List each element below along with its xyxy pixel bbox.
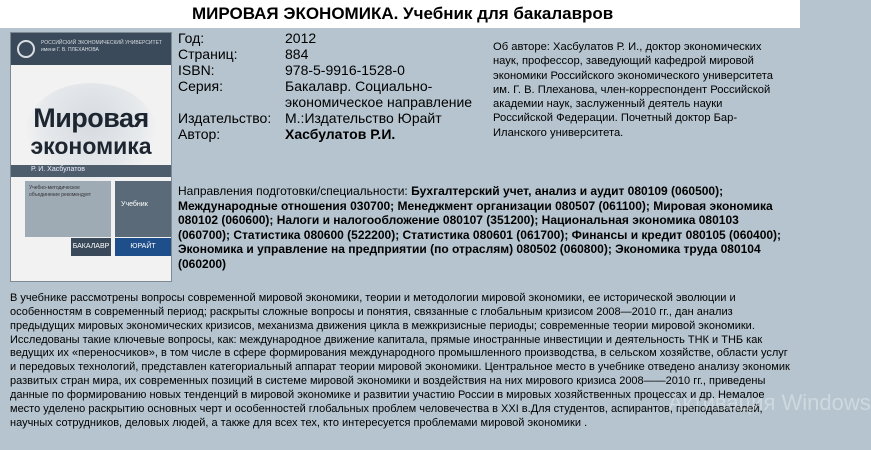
cover-author: Р. И. Хасбулатов xyxy=(31,166,85,173)
study-directions-label: Направления подготовки/специальности: xyxy=(178,184,412,198)
meta-label: Автор: xyxy=(178,126,221,142)
meta-label: Год: xyxy=(178,30,205,46)
book-meta xyxy=(178,30,483,142)
cover-publisher-text: РОССИЙСКИЙ ЭКОНОМИЧЕСКИЙ УНИВЕРСИТЕТ имени Г. В. ПЛЕХАНОВА xyxy=(41,40,162,53)
book-description: В учебнике рассмотрены вопросы современной мировой экономики, теории и методологии мировой экономики, ее исторической эволюции и особенностям в современный период; раскрыты сложные вопросы и понятия, связанные с глобальным кризисом 2008—2010 гг., дан анализ предыдущих мировых экономических кризисов, механизма движения цикла в межкризисные периоды; современные теории мировой экономики. Исследованы такие ключевые вопросы, как: международное движение капитала, прямые иностранные инвестиции и деятельность ТНК и ТНБ как ведущих их «переносчиков», в том числе в сфере формирования международного промышленного производства, в сельском хозяйстве, области услуг и передовых технологий, представлен категориальный аппарат теории мировой экономики. Центральное место в учебнике отведено анализу экономик развитых стран мира, их современных позиций в системе мировой экономики и воздействия на них мирового кризиса 2008——2010 гг., приведены данные по формированию новых тенденций в мировой экономике и развитии участию России в мировых хозяйственных процессах и др. Немалое место уделено раскрытию основных черт и особенностей глобальных проблем человечества в XXI в.Для студентов, аспирантов, преподавателей, научных сотрудников, деловых людей, а также для всех тех, кто интересуется проблемами мировой экономики . xyxy=(10,292,790,429)
title-bar xyxy=(0,0,800,28)
study-directions-text: Бухгалтерский учет, анализ и аудит 080109 (060500); Международные отношения 030700; Менеджмент организации 080507 (061100); Мировая экономика 080102 (060600); Налоги и налогообложение 080107 (351200); Национальная экономика 080103 (060700); Статистика 080600 (522200); Статистика 080601 (061700); Финансы и кредит 080105 (060400); Экономика и управление на предприятии (по отраслям) 080502 (060800); Экономика труда 080104 (060200) xyxy=(178,184,782,271)
meta-row-pages xyxy=(178,46,483,62)
meta-label: Серия: xyxy=(178,78,223,94)
university-emblem-icon xyxy=(17,40,35,58)
meta-value: Бакалавр. Социально-экономическое направление xyxy=(285,78,473,110)
cover-label-block xyxy=(115,181,171,237)
cover-note-block xyxy=(25,181,111,237)
cover-note: Учебно-методическое объединение рекомендует xyxy=(29,185,92,198)
cover-label: Учебник xyxy=(121,201,148,208)
meta-value: 978-5-9916-1528-0 xyxy=(285,62,405,78)
study-directions xyxy=(178,184,790,272)
book-cover-image xyxy=(10,32,172,282)
meta-label: Страниц: xyxy=(178,46,238,62)
meta-row-publisher xyxy=(178,110,483,126)
meta-value: 884 xyxy=(285,46,309,62)
windows-activation-watermark: Активация Windows xyxy=(668,390,871,415)
cover-title-line1: Мировая xyxy=(33,103,149,133)
yurait-logo: ЮРАЙТ xyxy=(115,238,171,256)
cover-top-band xyxy=(11,33,171,65)
meta-row-isbn xyxy=(178,62,483,78)
meta-value: М.:Издательство Юрайт xyxy=(285,110,442,126)
meta-row-author xyxy=(178,126,483,142)
meta-label: Издательство: xyxy=(178,110,272,126)
meta-value: 2012 xyxy=(285,30,317,46)
page-title: МИРОВАЯ ЭКОНОМИКА. Учебник для бакалавров xyxy=(192,4,614,23)
meta-value-author[interactable]: Хасбулатов Р.И. xyxy=(285,126,396,142)
cover-title-line2: экономика xyxy=(30,133,152,159)
about-author: Об авторе: Хасбулатов Р. И., доктор экономических наук, профессор, заведующий кафедрой мировой экономики Российского экономического университета им. Г. В. Плеханова, член-корреспондент Российской академии наук, заслуженный деятель науки Российской Федерации. Почетный доктор Бар-Иланского университета. xyxy=(493,41,773,139)
bakalavr-logo: БАКАЛАВР xyxy=(71,238,111,256)
meta-row-year xyxy=(178,30,483,46)
cover-author-bar xyxy=(11,165,171,177)
meta-row-series xyxy=(178,78,483,110)
meta-label: ISBN: xyxy=(178,62,215,78)
